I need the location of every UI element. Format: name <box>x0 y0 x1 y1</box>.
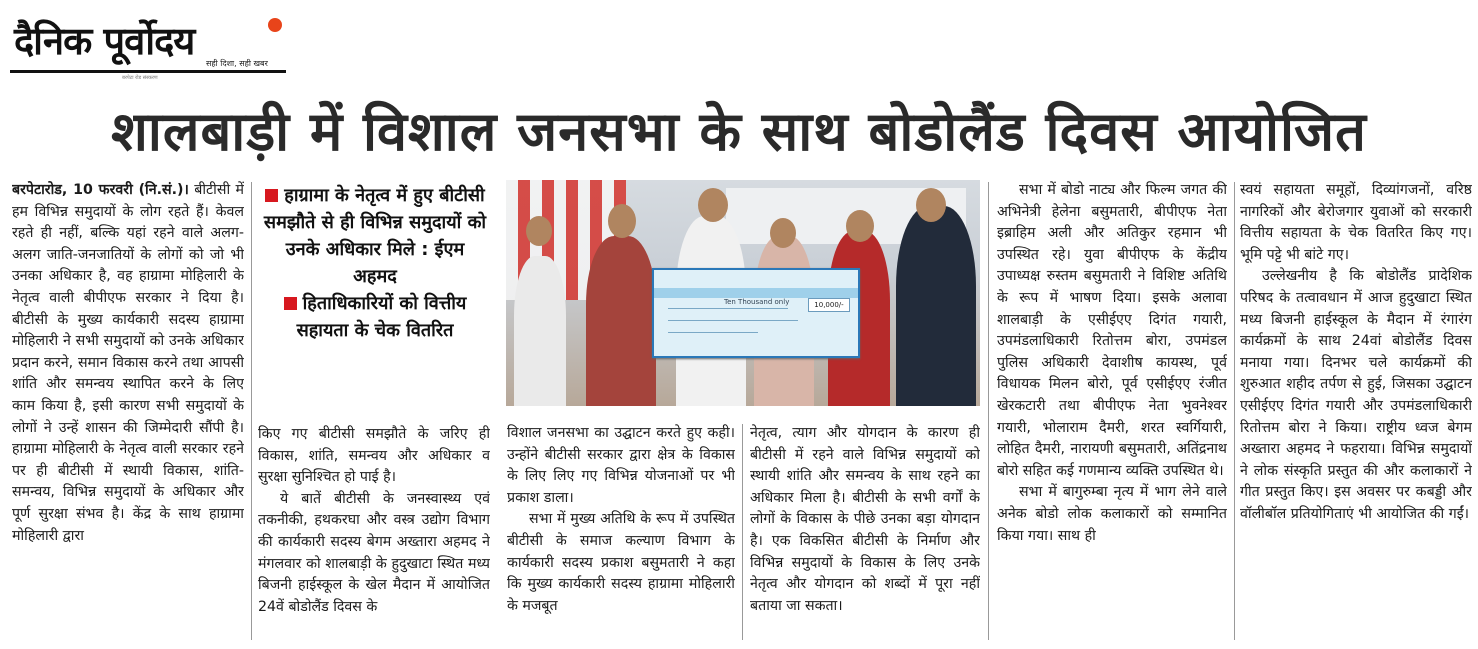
column-1-text: बीटीसी में हम विभिन्न समुदायों के लोग रहते हैं। केवल रहते ही नहीं, बल्कि यहां रहने वाले अलग-अलग जाति-जनजातियों के लोगों को जो भी उनका अधिकार है, वह हाग्रामा मोहिलारी के नेतृत्व वाली बीपीएफ सरकार ने दिया है। बीटीसी के मुख्य कार्यकारी सदस्य हाग्रामा मोहिलारी ने सभी समुदायों को उनके अधिकार प्रदान करने, समान विकास करने तथा आपसी शांति और समन्वय स्थापित करने के लिए काम किया है, इसी कारण सभी समुदायों के लोगों ने उन्हें शासन की जिम्मेदारी सौंपी है। हाग्रामा मोहिलारी के नेतृत्व वाली सरकार रहने पर ही बीटीसी में स्थायी विकास, शांति-समन्वय, विभिन्न समुदायों के अधिकार और पूर्ण सुरक्षा संभव है। केंद्र के साथ हाग्रामा मोहिलारी द्वारा <box>12 182 244 544</box>
cheque-line <box>668 308 788 309</box>
photo-person-head <box>698 188 728 222</box>
paragraph: सभा में बोडो नाट्य और फिल्म जगत की अभिनेत्री हेलेना बसुमतारी, बीपीएफ नेता इब्राहिम अली और अतिकुर रहमान भी उपस्थित रहे। युवा बीपीएफ के केंद्रीय उपाध्यक्ष रुस्तम बसुमतारी ने विशिष्ट अतिथि के रूप में भाषण दिया। इसके अलावा शालबाड़ी के एसीईएए दिगंत गयारी, उपमंडलाधिकारी रितोत्तम बोरा, उपमंडल पुलिस अधिकारी देवाशीष कायस्थ, पूर्व विधायक मिलन बोरो, पूर्व एसीईएए रंजीत खेरकटारी तथा बीपीएफ नेता भुवनेश्वर गयारी, भोलाराम दैमरी, शरत स्वर्गियारी, लोहित दैमरी, नारायणी बसुमतारी, अतिंद्रनाथ बोरो सहित कई गणमान्य व्यक्ति उपस्थित थे। <box>997 182 1227 479</box>
article-column-5 <box>997 180 1227 640</box>
dateline: बरपेटारोड, 10 फरवरी (नि.सं.)। <box>12 182 189 198</box>
article-deck <box>262 182 488 344</box>
photo-person-head <box>916 188 946 222</box>
photo-person <box>586 236 656 406</box>
column-divider <box>742 424 743 640</box>
cheque-text: Ten Thousand only <box>724 298 790 306</box>
article-column-3 <box>507 423 735 640</box>
deck-item-2-text: हिताधिकारियों को वित्तीय सहायता के चेक वितरित <box>296 293 467 341</box>
deck-item-2 <box>262 290 488 344</box>
paragraph: सभा में मुख्य अतिथि के रूप में उपस्थित बीटीसी के समाज कल्याण विभाग के कार्यकारी सदस्य प्रकाश बसुमतारी ने कहा कि मुख्य कार्यकारी सदस्य हाग्रामा मोहिलारी के मजबूत <box>507 511 735 614</box>
paragraph: नेतृत्व, त्याग और योगदान के कारण ही बीटीसी में रहने वाले विभिन्न समुदायों को स्थायी शांति और समन्वय के साथ रहने का अधिकार मिला है। बीटीसी के सभी वर्गों के लोगों के विकास के पीछे उनका बड़ा योगदान है। एक विकसित बीटीसी के निर्माण और विभिन्न समुदायों के विकास के लिए उनके नेतृत्व और योगदान को शब्दों में पूरा नहीं बताया जा सकता। <box>750 425 980 614</box>
article-column-6 <box>1240 180 1472 640</box>
article-column-1 <box>12 180 244 640</box>
newspaper-name: दैनिक पूर्वोदय <box>14 19 195 63</box>
logo-dot-icon <box>268 18 282 32</box>
article-headline: शालबाड़ी में विशाल जनसभा के साथ बोडोलैंड दिवस आयोजित <box>111 100 1367 163</box>
paragraph: उल्लेखनीय है कि बोडोलैंड प्रादेशिक परिषद के तत्वावधान में आज हुदुखाटा स्थित मध्य बिजनी हाईस्कूल के मैदान में रंगारंग कार्यक्रमों के साथ 24वां बोडोलैंड दिवस मनाया गया। दिनभर चले कार्यक्रमों की शुरुआत शहीद तर्पण से हुई, जिसका उद्घाटन एसीईएए दिगंत गयारी और उपमंडलाधिकारी रितोत्तम बोरा ने किया। राष्ट्रीय ध्वज बेगम अख्तारा अहमद ने फहराया। विभिन्न समुदायों ने लोक संस्कृति प्रस्तुत की और कलाकारों ने गीत प्रस्तुत किए। इस अवसर पर कबड्डी और वॉलीबॉल प्रतियोगिताएं भी आयोजित की गईं। <box>1240 268 1472 522</box>
cheque-band <box>654 288 858 298</box>
photo-cheque <box>652 268 860 358</box>
bullet-square-icon <box>265 189 278 202</box>
masthead-rule <box>10 70 286 73</box>
deck-item-1 <box>262 182 488 290</box>
bullet-square-icon <box>284 297 297 310</box>
article-column-4 <box>750 423 980 640</box>
deck-item-1-text: हाग्रामा के नेतृत्व में हुए बीटीसी समझौते से ही विभिन्न समुदायों को उनके अधिकार मिले : ईएम अहमद <box>263 185 487 287</box>
cheque-amount: 10,000/- <box>808 298 850 312</box>
photo-person-head <box>526 216 552 246</box>
newspaper-tagline: सही दिशा, सही खबर <box>206 59 268 68</box>
photo-person-head <box>608 204 636 238</box>
paragraph: स्वयं सहायता समूहों, दिव्यांगजनों, वरिष्ठ नागरिकों और बेरोजगार युवाओं को सरकारी वित्तीय सहायता के चेक वितरित किए गए। भूमि पट्टे भी बांटे गए। <box>1240 182 1472 263</box>
paragraph: विशाल जनसभा का उद्घाटन करते हुए कही। उन्होंने बीटीसी सरकार द्वारा क्षेत्र के विकास के लिए लिए गए विभिन्न योजनाओं पर भी प्रकाश डाला। <box>507 425 735 506</box>
column-divider <box>251 182 252 640</box>
column-divider <box>988 182 989 640</box>
paragraph: ये बातें बीटीसी के जनस्वास्थ्य एवं तकनीकी, हथकरघा और वस्त्र उद्योग विभाग की कार्यकारी सदस्य बेगम अख्तारा अहमद ने मंगलवार को शालबाड़ी के हुदुखाटा स्थित मध्य बिजनी हाईस्कूल के खेल मैदान में आयोजित 24वें बोडोलैंड दिवस के <box>258 490 490 615</box>
photo-person-head <box>770 218 796 248</box>
photo-person-head <box>846 210 874 242</box>
article-column-2 <box>258 424 490 640</box>
photo-person <box>514 256 566 406</box>
paragraph: किए गए बीटीसी समझौते के जरिए ही विकास, शांति, समन्वय और अधिकार व सुरक्षा सुनिश्चित हो पाई है। <box>258 426 490 486</box>
masthead <box>10 8 286 81</box>
photo-person <box>896 206 976 406</box>
masthead-subline: बरपेटा रोड संस्करण <box>122 75 158 81</box>
paragraph: सभा में बागुरुम्बा नृत्य में भाग लेने वाले अनेक बोडो लोक कलाकारों को सम्मानित किया गया। साथ ही <box>997 484 1227 544</box>
cheque-line <box>668 320 798 321</box>
column-divider <box>1234 182 1235 640</box>
cheque-line <box>668 332 758 333</box>
